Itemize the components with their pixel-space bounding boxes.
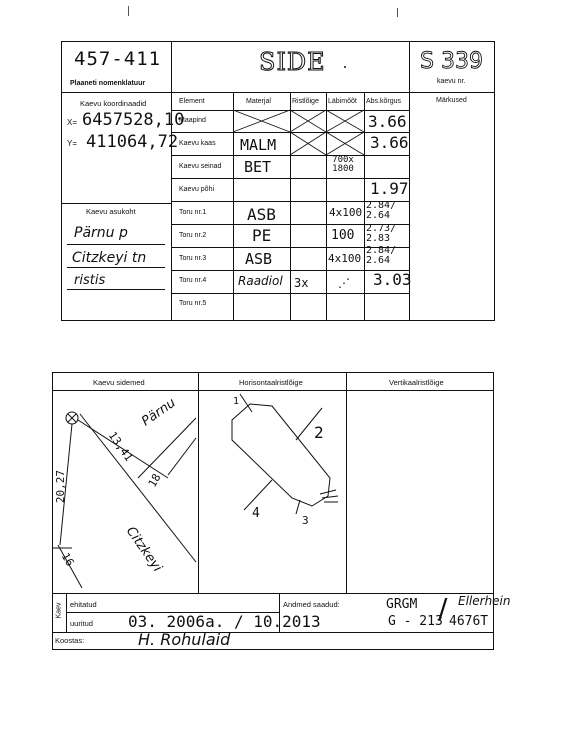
row-element-toru2: Toru nr.2 — [179, 232, 207, 239]
table-header-height: Abs.kõrgus — [366, 98, 402, 105]
row-element-pohi: Kaevu põhi — [179, 186, 215, 193]
x-value: 6457528,10 — [82, 110, 185, 130]
pipe-label-3: 3 — [302, 514, 309, 527]
y-value: 411064,72 — [86, 132, 179, 152]
cell-material-seinad: BET — [244, 158, 272, 176]
coords-label: Kaevu koordinaadid — [80, 99, 147, 108]
andmed-value-1: GRGM — [386, 597, 418, 612]
row-element-toru1: Toru nr.1 — [179, 209, 207, 216]
well-number: S 339 — [420, 49, 483, 74]
table-header-cross: Ristlõige — [292, 98, 319, 105]
andmed-value-3: Ellerhein — [458, 594, 511, 608]
andmed-value-4: 4676T — [449, 614, 489, 629]
ehitatud-label: ehitatud — [70, 600, 97, 609]
cell-diameter-toru3: 4x100 — [328, 252, 362, 265]
sketch-street-citzkeyi: Citzkeyi — [122, 524, 165, 575]
well-number-label: kaevu nr. — [437, 78, 466, 85]
pipe-bundle-mark: ⋰ — [338, 276, 350, 290]
pipe-label-4: 4 — [252, 506, 260, 521]
cell-material-toru2: PE — [252, 226, 272, 245]
location-line-1: Pärnu p — [74, 225, 128, 241]
koostas-label: Koostas: — [55, 636, 85, 645]
table-header-notes: Märkused — [436, 97, 467, 104]
cell-material-kaas: MALM — [240, 136, 277, 154]
cell-cross-toru4: 3x — [294, 276, 309, 290]
row-element-kaas: Kaevu kaas — [179, 140, 216, 147]
location-label: Kaevu asukoht — [86, 207, 136, 216]
table-header-element: Element — [179, 98, 205, 105]
andmed-value-2: G - 213 — [388, 614, 443, 629]
cell-material-toru1: ASB — [247, 205, 276, 224]
koostas-value: H. Rohulaid — [138, 630, 231, 649]
cell-diameter-toru2: 100 — [331, 228, 355, 243]
cell-height-toru3: 2.84/ 2.64 — [366, 245, 397, 266]
card-title: SIDE — [259, 48, 326, 76]
cell-diameter-toru1: 4x100 — [329, 206, 363, 219]
cell-material-toru4: Raadiol — [238, 274, 283, 288]
row-element-toru3: Toru nr.3 — [179, 255, 207, 262]
cell-height-maapind: 3.66 — [368, 112, 407, 131]
uuritud-label: uuritud — [70, 619, 93, 628]
andmed-label: Andmed saadud: — [283, 600, 340, 609]
row-element-toru4: Toru nr.4 — [179, 277, 207, 284]
andmed-slash: / — [438, 592, 448, 625]
cell-height-kaas: 3.66 — [370, 133, 409, 152]
table-header-material: Materjal — [246, 98, 271, 105]
pipe-label-2: 2 — [314, 423, 324, 442]
location-line-3: ristis — [74, 273, 106, 288]
sketch-street-parnu: Pärnu — [139, 395, 179, 430]
uuritud-value: 03. 2006a. / 10.2013 — [128, 612, 321, 631]
table-header-diameter: Läbimõõt — [328, 98, 357, 105]
sketch-len-1341: 13,41 — [105, 429, 136, 464]
stray-mark — [397, 8, 398, 17]
stray-mark — [128, 6, 129, 16]
kaev-vertical-label: Kaev — [55, 602, 63, 619]
x-prefix: X= — [67, 118, 78, 127]
plan-number: 457-411 — [74, 48, 162, 70]
cell-material-toru3: ASB — [245, 250, 273, 268]
cell-height-toru1: 2.84/ 2.64 — [366, 200, 397, 221]
pipe-label-1: 1 — [233, 396, 240, 407]
sketch-len-18: 18 — [145, 471, 164, 490]
y-prefix: Y= — [67, 139, 78, 148]
row-element-maapind: Maapind — [179, 117, 206, 124]
plan-label: Plaaneti nomenklatuur — [70, 80, 146, 87]
col-vertikaal: Vertikaalristlõige — [389, 378, 444, 387]
col-horisontaal: Horisontaalristlõige — [239, 378, 303, 387]
cell-height-toru4: 3.03 — [373, 270, 412, 289]
cell-height-pohi: 1.97 — [370, 179, 409, 198]
sketch-len-16: 16 — [58, 550, 77, 569]
col-kaevu-sidemed: Kaevu sidemed — [93, 378, 145, 387]
row-element-seinad: Kaevu seinad — [179, 163, 222, 170]
row-element-toru5: Toru nr.5 — [179, 300, 207, 307]
cell-height-toru2: 2.73/ 2.83 — [366, 223, 397, 244]
sketch-len-2027: 20,27 — [54, 469, 68, 504]
cell-diameter-seinad: 700x 1800 — [332, 155, 354, 174]
location-line-2: Citzkeyi tn — [72, 250, 147, 266]
